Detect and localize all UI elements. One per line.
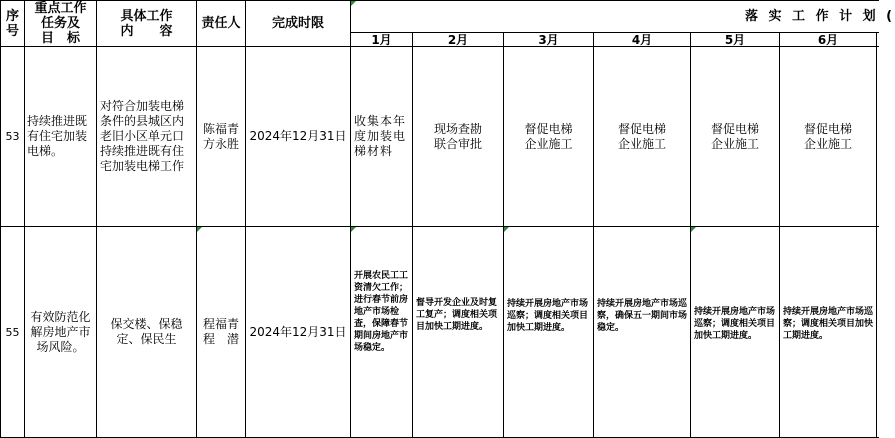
row-content-text: 对符合加装电梯条件的县城区内老旧小区单元口持续推进既有住宅加装电梯工作	[100, 99, 185, 173]
row-53-month-6	[780, 47, 876, 226]
row-53-month-3	[504, 47, 593, 226]
row-53-month-2	[413, 47, 503, 226]
month-plan-text: 持续开展房地产市场巡察；调度相关项目加快工期进度。	[694, 307, 776, 341]
month-header-6	[780, 33, 876, 46]
comment-marker	[504, 227, 509, 232]
row-53-month-1	[351, 47, 412, 226]
header-task	[25, 1, 96, 46]
row-55-month-1	[351, 268, 412, 437]
row-deadline-text: 2024年12月31日	[249, 129, 347, 143]
month-label: 3月	[538, 33, 559, 47]
row-owner-text: 陈福青 方永胜	[202, 121, 239, 151]
month-header-1	[351, 33, 412, 46]
month-plan-text: 督促电梯 企业施工	[710, 121, 759, 151]
row-55-month-3	[504, 296, 593, 437]
month-label: 1月	[371, 33, 392, 47]
comment-marker	[691, 227, 696, 232]
row-seq-text: 55	[5, 325, 20, 339]
row-55-seq	[1, 227, 24, 437]
month-label: 5月	[724, 33, 746, 47]
header-owner	[197, 1, 245, 46]
row-seq-text: 53	[5, 130, 20, 143]
row-55-deadline	[246, 227, 350, 437]
row-53-seq	[1, 47, 24, 226]
row-53-task	[25, 47, 96, 226]
row-55-month-6	[780, 304, 876, 437]
row-55-owner	[197, 227, 245, 437]
month-label: 6月	[817, 33, 839, 47]
month-plan-text: 督促电梯 企业施工	[524, 121, 573, 151]
month-plan-text: 持续开展房地产市场巡察；调度相关项目加快工期进度。	[783, 307, 874, 341]
month-plan-text: 收集本年度加装电梯材料	[354, 114, 407, 158]
row-deadline-text: 2024年12月31日	[249, 324, 347, 339]
row-53-deadline	[246, 47, 350, 226]
header-seq	[1, 1, 24, 46]
row-55-task	[25, 227, 96, 437]
row-55-month-2	[413, 295, 503, 437]
header-content-text: 具体工作 内 容	[120, 8, 173, 39]
month-header-4	[594, 33, 690, 46]
month-plan-text: 督导开发企业及时复工复产；调度相关项目加快工期进度。	[416, 298, 498, 332]
row-task-text: 持续推进既有住宅加装电梯。	[27, 114, 88, 158]
row-owner-text: 程福青 程 潜	[202, 317, 239, 346]
month-header-5	[691, 33, 779, 46]
row-task-text: 有效防范化解房地产市场风险。	[30, 309, 91, 354]
comment-marker	[351, 1, 356, 6]
header-plan-text: 落 实 工 作 计 划 (	[745, 9, 895, 24]
row-53-month-4	[594, 47, 690, 226]
header-deadline-text: 完成时限	[271, 16, 324, 31]
comment-marker	[351, 227, 356, 232]
month-label: 4月	[631, 33, 653, 47]
month-label: 2月	[447, 33, 469, 47]
month-header-3	[504, 33, 593, 46]
month-plan-text: 督促电梯 企业施工	[803, 121, 852, 151]
row-53-owner	[197, 47, 245, 226]
comment-marker	[197, 227, 202, 232]
header-deadline	[246, 1, 350, 46]
row-53-content	[97, 47, 196, 226]
row-content-text: 保交楼、保稳定、保民生	[110, 317, 183, 346]
row-55-month-4	[594, 296, 690, 437]
header-seq-text: 序号	[6, 8, 20, 39]
month-header-2	[413, 33, 503, 46]
month-plan-text: 持续开展房地产市场巡察，确保五一期间市场稳定。	[597, 299, 688, 333]
month-plan-text: 督促电梯 企业施工	[617, 121, 666, 151]
month-plan-text: 开展农民工工资清欠工作；进行春节前房地产市场检查，保障春节期间房地产市场稳定。	[354, 271, 409, 353]
header-owner-text: 责任人	[201, 16, 241, 31]
month-plan-text: 现场查勘 联合审批	[433, 121, 482, 151]
row-55-content	[97, 227, 196, 437]
row-55-month-5	[691, 304, 779, 437]
header-plan	[351, 1, 895, 32]
row-53-month-5	[691, 47, 779, 226]
header-task-text: 重点工作 任务及 目 标	[34, 1, 87, 46]
header-content	[97, 1, 196, 46]
month-plan-text: 持续开展房地产市场巡察；调度相关项目加快工期进度。	[507, 299, 589, 333]
